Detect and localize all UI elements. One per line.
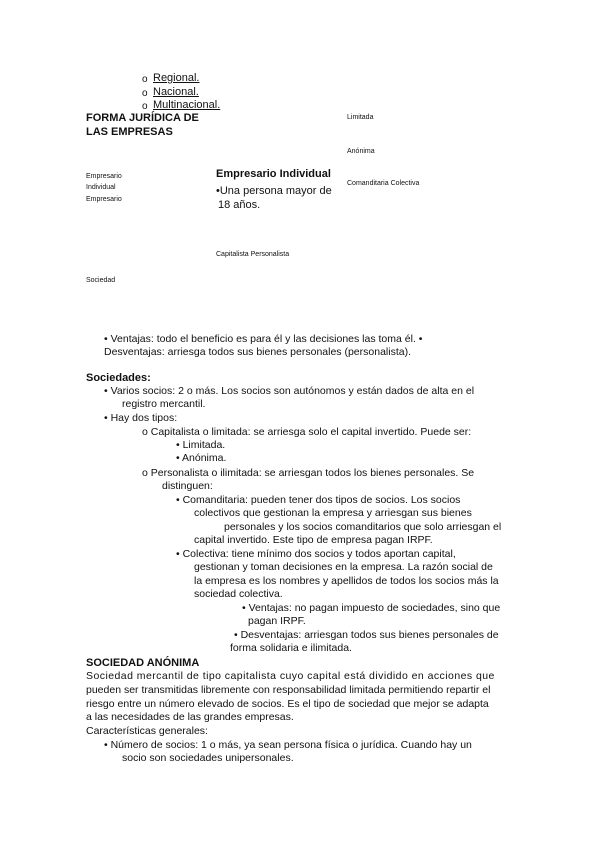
diagram-label-anonima: Anónima <box>347 148 375 155</box>
numero-socios-line: • Número de socios: 1 o más, ya sean persona física o jurídica. Cuando hay un <box>104 739 472 751</box>
paragraph-line: a las necesidades de las grandes empresas. <box>86 711 294 723</box>
sociedades-line: o Capitalista o limitada: se arriesga solo el capital invertido. Puede ser: <box>142 426 472 438</box>
diagram-label-limitada: Limitada <box>347 114 374 121</box>
list-item-multinacional: Multinacional. <box>153 99 221 111</box>
ventajas-line: • Ventajas: todo el beneficio es para él y las decisiones las toma él. • <box>104 333 423 345</box>
diagram-heading-empresario-individual: Empresario Individual <box>216 168 331 180</box>
list-bullet: o <box>142 88 148 99</box>
diagram-label-sociedad: Sociedad <box>86 277 116 284</box>
paragraph-line: riesgo entre un número elevado de socios. Es el tipo de sociedad que mejor se adapta <box>86 698 489 710</box>
diagram-label-empresario: Empresario <box>86 173 122 180</box>
sociedades-line: gestionan y toman decisiones en la empresa. La razón social de <box>194 561 493 573</box>
sociedades-line: la empresa es los nombres y apellidos de todos los socios más la <box>194 575 499 587</box>
list-bullet: o <box>142 74 148 85</box>
diagram-title-line2: LAS EMPRESAS <box>86 126 173 138</box>
desventajas-line: Desventajas: arriesga todos sus bienes personales (personalista). <box>104 346 411 358</box>
list-bullet: o <box>142 101 148 112</box>
diagram-label-individual: Individual <box>86 184 116 191</box>
diagram-persona-line1: •Una persona mayor de <box>216 185 332 197</box>
sociedades-line: sociedad colectiva. <box>194 588 283 600</box>
sociedades-line: pagan IRPF. <box>248 615 306 627</box>
diagram-label-capitalista-personalista: Capitalista Personalista <box>216 251 290 258</box>
sociedades-line: • Anónima. <box>176 452 227 464</box>
list-item-regional: Regional. <box>153 72 200 84</box>
sociedades-line: capital invertido. Este tipo de empresa pagan IRPF. <box>194 534 433 546</box>
diagram-label-comanditaria-colectiva: Comanditaria Colectiva <box>347 180 420 187</box>
sociedades-line: o Personalista o ilimitada: se arriesgan todos los bienes personales. Se <box>142 467 475 479</box>
sociedades-line: colectivos que gestionan la empresa y arriesgan sus bienes <box>194 507 472 519</box>
caracteristicas-label: Características generales: <box>86 725 208 737</box>
sociedades-line: distinguen: <box>162 480 213 492</box>
list-item-nacional: Nacional. <box>153 86 199 98</box>
paragraph-line: Sociedad mercantil de tipo capitalista cuyo capital está dividido en acciones que <box>86 670 495 682</box>
diagram-label-empresario-2: Empresario <box>86 196 122 203</box>
diagram-persona-line2: 18 años. <box>218 199 261 211</box>
sociedades-line: • Ventajas: no pagan impuesto de sociedades, sino que <box>242 602 501 614</box>
numero-socios-line2: socio son sociedades unipersonales. <box>122 752 294 764</box>
sociedades-line: • Colectiva: tiene mínimo dos socios y todos aportan capital, <box>176 548 456 560</box>
sociedades-line: forma solidaria e ilimitada. <box>230 642 352 654</box>
sociedades-line: • Hay dos tipos: <box>104 412 178 424</box>
sociedades-line: • Limitada. <box>176 439 226 451</box>
paragraph-line: pueden ser transmitidas libremente con responsabilidad limitada permitiendo repartir el <box>86 684 491 696</box>
sociedades-line: • Desventajas: arriesgan todos sus bienes personales de <box>234 629 499 641</box>
diagram-title-line1: FORMA JURÍDICA DE <box>86 112 199 124</box>
sociedades-line: • Varios socios: 2 o más. Los socios son autónomos y están dados de alta en el <box>104 385 475 397</box>
sociedades-heading: Sociedades: <box>86 372 151 384</box>
sociedades-line: personales y los socios comanditarios que solo arriesgan el <box>224 521 502 533</box>
sociedad-anonima-heading: SOCIEDAD ANÓNIMA <box>86 657 200 669</box>
sociedades-line: • Comanditaria: pueden tener dos tipos de socios. Los socios <box>176 494 461 506</box>
sociedades-line: registro mercantil. <box>122 398 206 410</box>
